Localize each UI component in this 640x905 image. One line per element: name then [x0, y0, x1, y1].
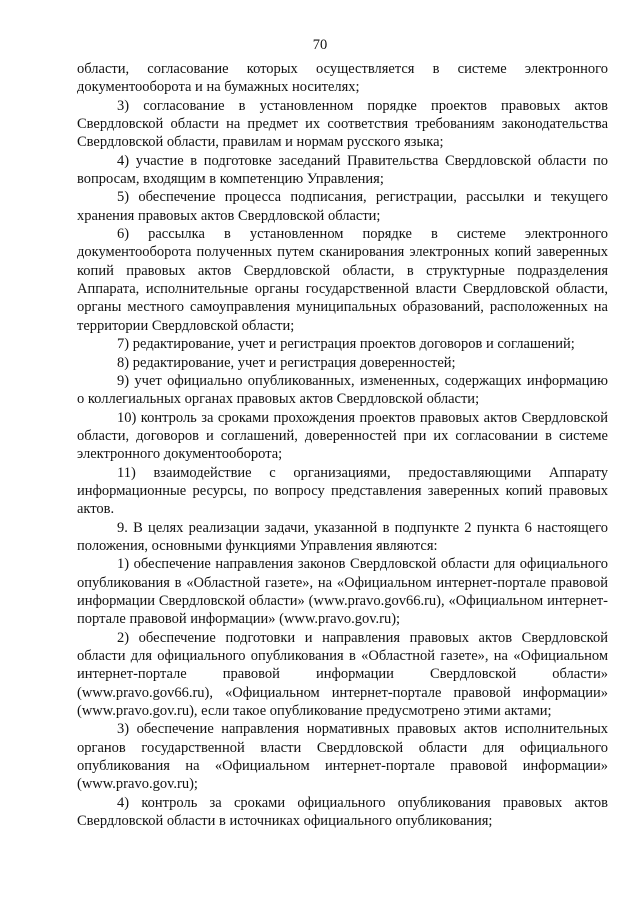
paragraph: 3) согласование в установленном порядке проектов правовых актов Свердловской области на предмет их соответствия требованиям законодательства Свердловской области, правилам и нормам русского языка;	[77, 97, 608, 151]
paragraph: 9. В целях реализации задачи, указанной в подпункте 2 пункта 6 настоящего положения, основными функциями Управления являются:	[77, 519, 608, 554]
paragraph: 6) рассылка в установленном порядке в системе электронного документооборота полученных путем сканирования электронных копий заверенных копий правовых актов Свердловской области, в структурные подразделения Аппарата, исполнительные органы государственной власти Свердловской области, органы местного самоуправления муниципальных образований, расположенных на территории Свердловской области;	[77, 226, 608, 334]
paragraph: 2) обеспечение подготовки и направления правовых актов Свердловской области для официального опубликования в «Областной газете», на «Официальном интернет-портале правовой информации Свердловской области» (www.pravo.gov66.ru), «Официальном интернет-портале правовой информации» (www.pravo.gov.ru), если такое опубликование предусмотрено этими актами;	[77, 629, 608, 720]
paragraph: 5) обеспечение процесса подписания, регистрации, рассылки и текущего хранения правовых актов Свердловской области;	[77, 189, 608, 224]
paragraph: области, согласование которых осуществляется в системе электронного документооборота и на бумажных носителях;	[77, 61, 608, 96]
paragraph: 4) участие в подготовке заседаний Правительства Свердловской области по вопросам, входящим в компетенцию Управления;	[77, 152, 608, 188]
paragraph: 9) учет официально опубликованных, измененных, содержащих информацию о коллегиальных органах правовых актов Свердловской области;	[77, 372, 608, 408]
page-number: 70	[312, 37, 328, 53]
paragraph: 3) обеспечение направления нормативных правовых актов исполнительных органов государственной власти Свердловской области для официального опубликования на «Официальном интернет-портале правовой информации» (www.pravo.gov.ru);	[77, 721, 608, 793]
paragraph: 8) редактирование, учет и регистрация доверенностей;	[117, 354, 456, 371]
paragraph: 1) обеспечение направления законов Свердловской области для официального опубликования в «Областной газете», на «Официальном интернет-портале правовой информации Свердловской области» (www.pravo.gov66.ru), «Официальном интернет-портале правовой информации» (www.pravo.gov.ru);	[77, 556, 608, 628]
document-body	[77, 60, 608, 830]
paragraph: 4) контроль за сроками официального опубликования правовых актов Свердловской области в источниках официального опубликования;	[77, 794, 608, 830]
paragraph: 11) взаимодействие с организациями, предоставляющими Аппарату информационные ресурсы, по вопросу представления заверенных копий правовых актов.	[77, 464, 608, 518]
paragraph: 10) контроль за сроками прохождения проектов правовых актов Свердловской области, договоров и соглашений, доверенностей при их согласовании в системе электронного документооборота;	[77, 409, 608, 463]
paragraph: 7) редактирование, учет и регистрация проектов договоров и соглашений;	[117, 336, 575, 353]
